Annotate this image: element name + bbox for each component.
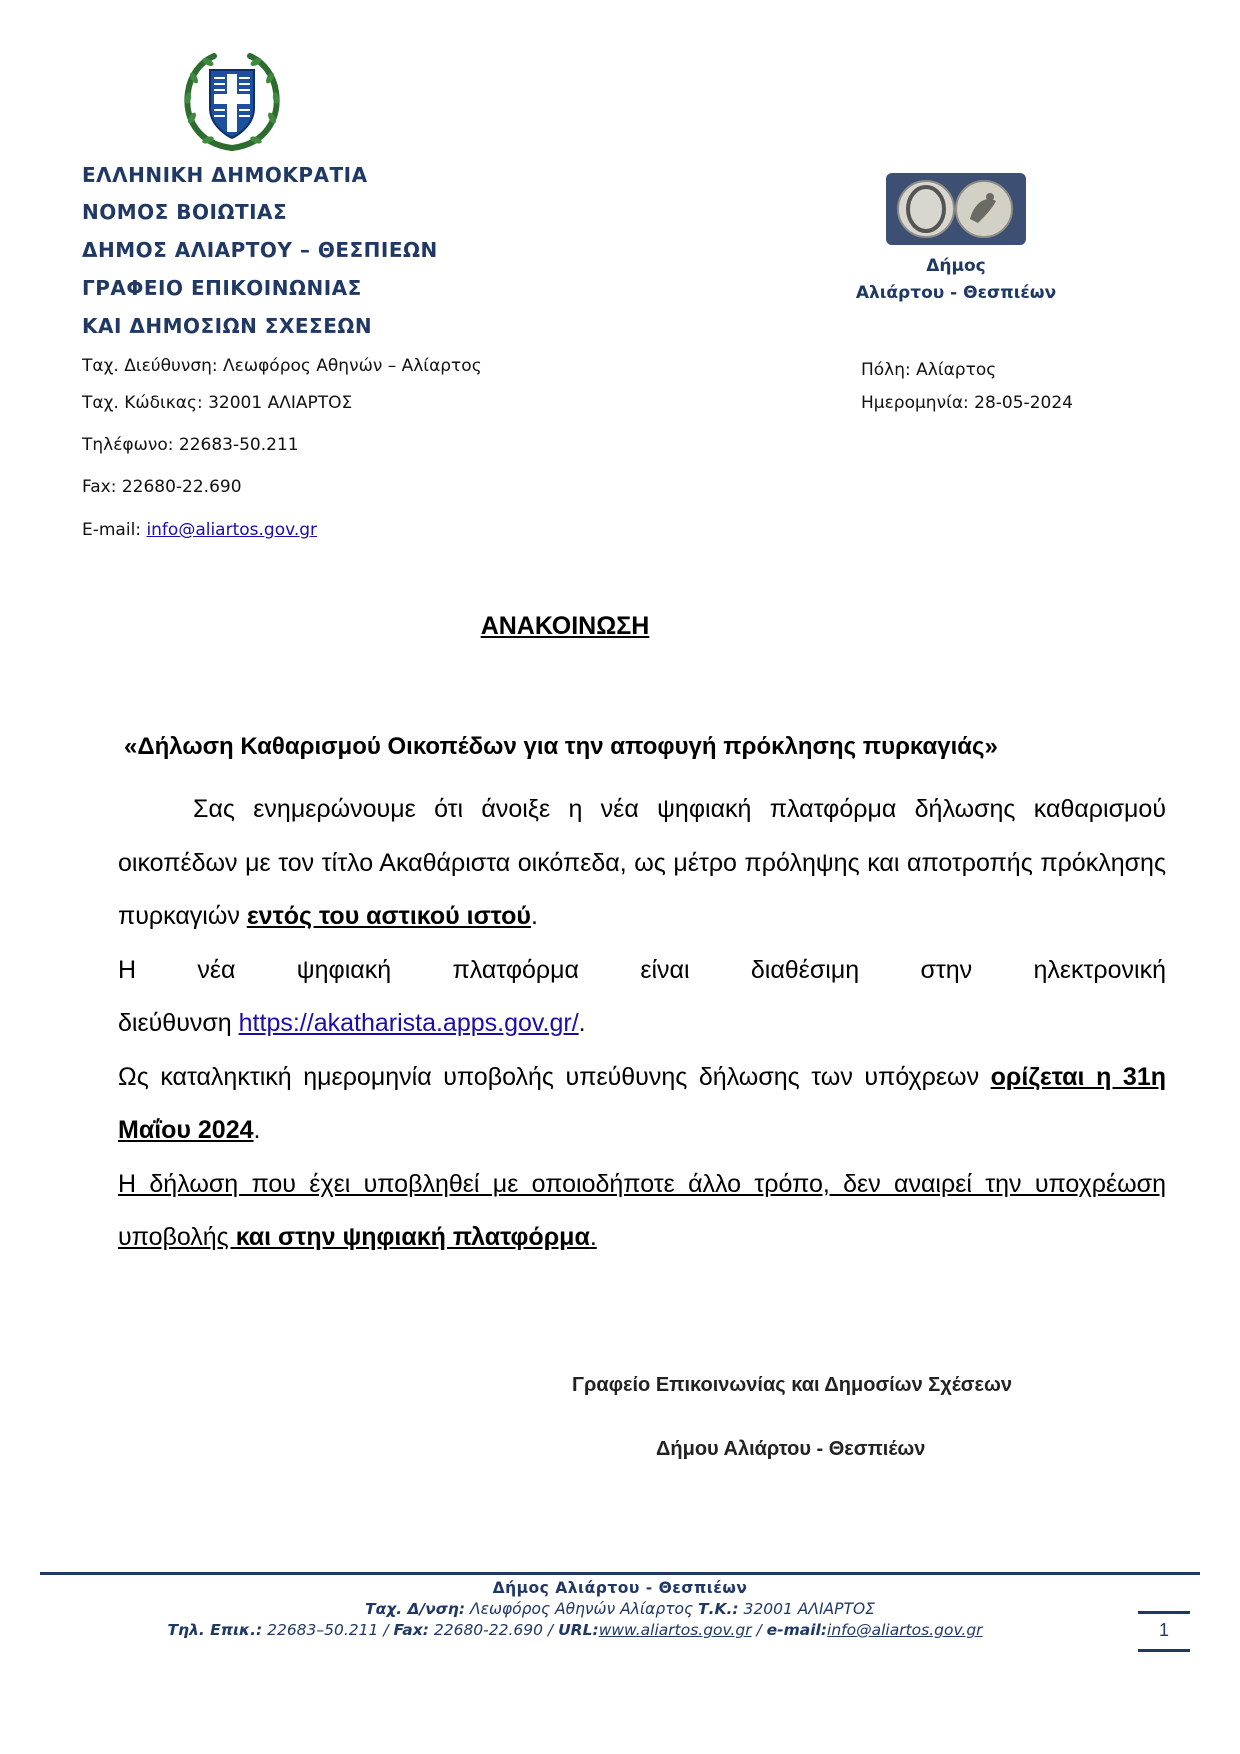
signature-line-2: Δήμου Αλιάρτου - Θεσπιέων <box>656 1438 926 1460</box>
paragraph-2 <box>118 944 1166 998</box>
footer-municipality: Δήμος Αλιάρτου - Θεσπιέων <box>492 1579 748 1597</box>
p1-text: Σας ενημερώνουμε ότι άνοιξε η νέα ψηφιακή πλατφόρμα δήλωσης καθαρισμού οικοπέδων με τον τίτλο Ακαθάριστα οικόπεδα, ως μέτρο πρόληψης και αποτροπής πρόκλησης πυρκαγιών <box>118 795 1166 930</box>
footer-email-label: e-mail: <box>766 1621 828 1639</box>
email-line <box>82 520 317 540</box>
p3-end: . <box>253 1116 261 1144</box>
email-link[interactable]: info@aliartos.gov.gr <box>146 520 318 540</box>
p1-emphasis: εντός του αστικού ιστού <box>246 902 531 930</box>
org-line-3: ΔΗΜΟΣ ΑΛΙΑΡΤΟΥ – ΘΕΣΠΙΕΩΝ <box>82 238 438 262</box>
p3-text: Ως καταληκτική ημερομηνία υποβολής υπεύθυνης δήλωσης των υπόχρεων <box>118 1062 991 1091</box>
page-title: ΑΝΑΚΟΙΝΩΣΗ <box>480 612 650 640</box>
coat-of-arms-emblem <box>178 48 286 156</box>
phone-line: Τηλέφωνο: 22683-50.211 <box>82 435 299 455</box>
p3-emphasis: ορίζεται η 31η Μαΐου 2024 <box>118 1062 1166 1144</box>
postal-code-line: Ταχ. Κώδικας: 32001 ΑΛΙΑΡΤΟΣ <box>82 393 353 413</box>
date-line: Ημερομηνία: 28-05-2024 <box>861 393 1073 413</box>
org-line-1: ΕΛΛΗΝΙΚΗ ΔΗΜΟΚΡΑΤΙΑ <box>82 163 368 187</box>
footer-email-link[interactable]: info@aliartos.gov.gr <box>827 1621 983 1639</box>
footer-tk-label: Τ.Κ.: <box>698 1600 739 1618</box>
footer-rule <box>40 1572 1200 1575</box>
signature-line-1: Γραφείο Επικοινωνίας και Δημοσίων Σχέσεων <box>572 1374 1012 1396</box>
p2-text: Η νέα ψηφιακή πλατφόρμα είναι διαθέσιμη στην ηλεκτρονική <box>118 955 1166 984</box>
municipality-logo <box>886 173 1026 245</box>
footer-fax-value: 22680-22.690 / <box>428 1621 559 1639</box>
logo-caption-1: Δήμος <box>926 256 986 276</box>
email-label: E-mail: <box>82 520 147 540</box>
paragraph-3 <box>118 1051 1166 1158</box>
footer-tel-label: Τηλ. Επικ.: <box>167 1621 263 1639</box>
org-line-4: ΓΡΑΦΕΙΟ ΕΠΙΚΟΙΝΩΝΙΑΣ <box>82 276 362 300</box>
org-line-2: ΝΟΜΟΣ ΒΟΙΩΤΙΑΣ <box>82 200 288 224</box>
footer-url-link[interactable]: www.aliartos.gov.gr <box>598 1621 752 1639</box>
footer-fax-label: Fax: <box>393 1621 429 1639</box>
paragraph-1 <box>118 783 1166 944</box>
footer-sep: / <box>751 1621 767 1639</box>
announcement-body <box>118 783 1166 1265</box>
p4-emphasis: και στην ψηφιακή πλατφόρμα <box>235 1223 590 1251</box>
coin-icons <box>886 173 1026 245</box>
p4-end: . <box>589 1223 597 1251</box>
platform-link[interactable]: https://akatharista.apps.gov.gr/ <box>238 1009 579 1037</box>
subject-line: «Δήλωση Καθαρισμού Οικοπέδων για την αποφυγή πρόκλησης πυρκαγιάς» <box>124 733 998 760</box>
page-number-bottom-rule <box>1138 1649 1190 1652</box>
paragraph-4 <box>118 1158 1166 1265</box>
p4-text: Η δήλωση που έχει υποβληθεί με οποιοδήποτε άλλο τρόπο, δεν αναιρεί την υποχρέωση υποβολής <box>118 1169 1166 1251</box>
p2-end: . <box>578 1009 586 1037</box>
footer-address-label: Ταχ. Δ/νση: <box>365 1600 466 1618</box>
city-line: Πόλη: Αλίαρτος <box>861 360 997 380</box>
p1-end: . <box>530 902 538 930</box>
page-number-top-rule <box>1138 1611 1190 1614</box>
footer-tel-value: 22683–50.211 / <box>262 1621 394 1639</box>
paragraph-2b <box>118 997 1166 1051</box>
p2b-text: διεύθυνση <box>118 1009 239 1037</box>
address-line: Ταχ. Διεύθυνση: Λεωφόρος Αθηνών – Αλίαρτος <box>82 356 482 376</box>
fax-line: Fax: 22680-22.690 <box>82 477 242 497</box>
org-line-5: ΚΑΙ ΔΗΜΟΣΙΩΝ ΣΧΕΣΕΩΝ <box>82 314 373 338</box>
logo-caption-2: Αλιάρτου - Θεσπιέων <box>855 283 1057 303</box>
footer-address-value: Λεωφόρος Αθηνών Αλίαρτος <box>465 1600 699 1618</box>
footer-tk-value: 32001 ΑΛΙΑΡΤΟΣ <box>738 1600 875 1618</box>
page-number: 1 <box>1158 1620 1169 1640</box>
footer-contact <box>0 1621 1195 1639</box>
footer-address <box>0 1600 1240 1618</box>
footer-url-label: URL: <box>558 1621 599 1639</box>
